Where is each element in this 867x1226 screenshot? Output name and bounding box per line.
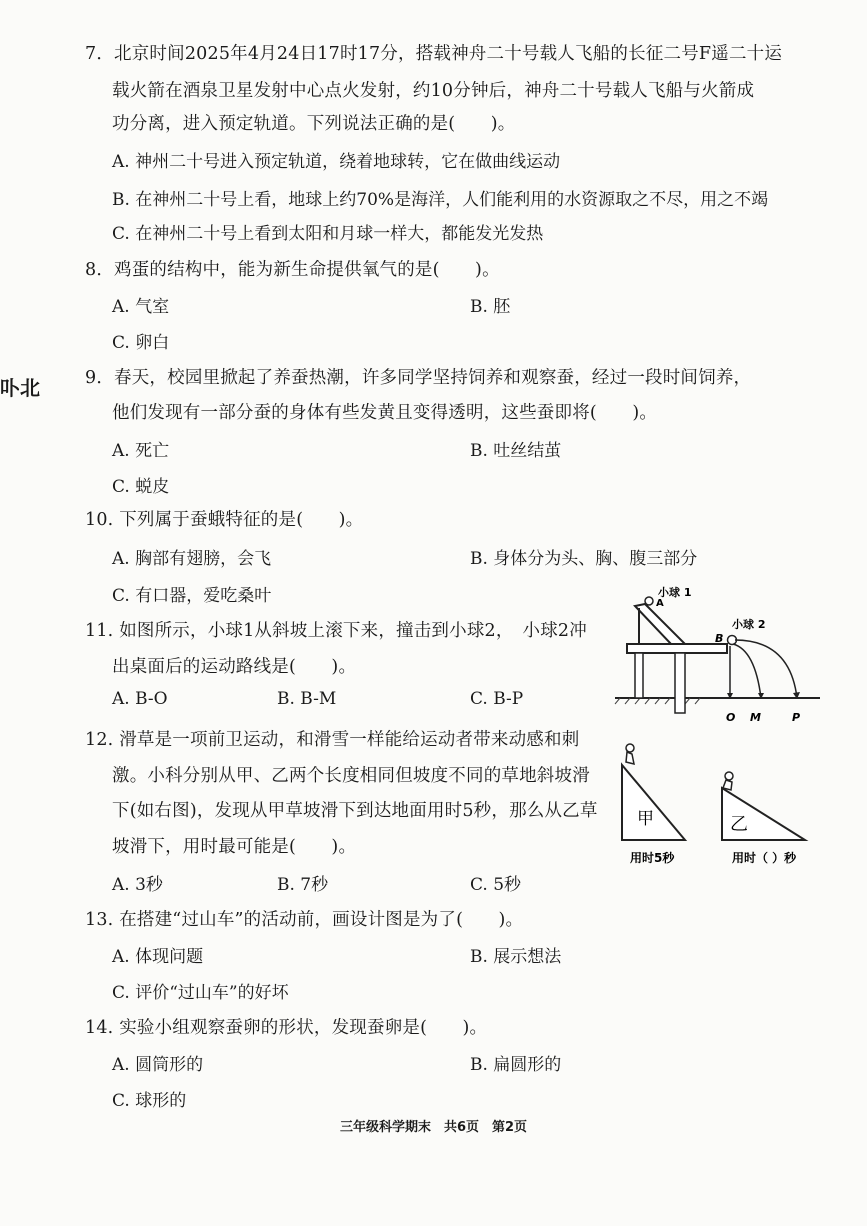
person-yi-icon: [723, 780, 732, 790]
path-b-p: [735, 640, 797, 698]
q12-line2: 激。小科分别从甲、乙两个长度相同但坡度不同的草地斜坡滑: [112, 766, 590, 786]
q7-line3: 功分离，进入预定轨道。下列说法正确的是( )。: [112, 114, 516, 134]
q11-line1: 11. 如图所示，小球1从斜坡上滚下来，撞击到小球2， 小球2冲: [85, 621, 587, 641]
ball-collision-figure: [615, 586, 825, 733]
q10-option-c: C. 有口器，爱吃桑叶: [112, 586, 272, 606]
q13-option-b: B. 展示想法: [470, 947, 562, 967]
q12-line4: 坡滑下，用时最可能是( )。: [112, 837, 357, 857]
path-b-m: [733, 644, 761, 698]
q13-option-c: C. 评价“过山车”的好坏: [112, 983, 289, 1003]
q9-option-c: C. 蜕皮: [112, 477, 170, 497]
q8-option-b: B. 胚: [470, 297, 511, 317]
q7-line2: 载火箭在酒泉卫星发射中心点火发射，约10分钟后，神舟二十号载人飞船与火箭成: [112, 81, 755, 101]
q8-option-a: A. 气室: [112, 297, 170, 317]
q9-line1: 9．春天，校园里掀起了养蚕热潮，许多同学坚持饲养和观察蚕，经过一段时间饲养，: [85, 368, 752, 388]
q10-option-a: A. 胸部有翅膀，会飞: [112, 549, 272, 569]
person-jia-icon: [626, 752, 634, 764]
q14-option-c: C. 球形的: [112, 1091, 187, 1111]
q11-option-c: C. B-P: [470, 689, 524, 709]
slope-yi-label: 乙: [730, 814, 748, 835]
q12-line3: 下(如右图)，发现从甲草坡滑下到达地面用时5秒，那么从乙草: [112, 801, 598, 821]
slopes-figure: [610, 738, 825, 868]
point-o-label: O: [726, 711, 736, 724]
q7-option-c: C. 在神州二十号上看到太阳和月球一样大，都能发光发热: [112, 224, 544, 244]
q14-option-a: A. 圆筒形的: [112, 1055, 204, 1075]
slope-yi-time: 用时（ ）秒: [732, 851, 797, 865]
q11-line2: 出桌面后的运动路线是( )。: [112, 657, 357, 677]
q12-option-b: B. 7秒: [277, 875, 329, 895]
q7-option-b: B. 在神州二十号上看，地球上约70%是海洋，人们能利用的水资源取之不尽，用之不竭: [112, 190, 769, 210]
point-m-label: M: [750, 711, 761, 724]
q11-option-a: A. B-O: [112, 689, 168, 709]
q11-option-b: B. B-M: [277, 689, 337, 709]
q12-line1: 12. 滑草是一项前卫运动，和滑雪一样能给运动者带来动感和刺: [85, 730, 580, 750]
slope-jia-time: 用时5秒: [630, 851, 675, 865]
ball2-label: 小球 2: [732, 618, 766, 631]
q8-line1: 8．鸡蛋的结构中，能为新生命提供氧气的是( )。: [85, 260, 500, 280]
ball1-label: 小球 1: [658, 586, 692, 599]
q9-option-b: B. 吐丝结茧: [470, 441, 562, 461]
table-leg-left: [635, 653, 643, 698]
table-leg-center: [675, 653, 685, 713]
q13-line1: 13. 在搭建“过山车”的活动前，画设计图是为了( )。: [85, 910, 524, 930]
q8-option-c: C. 卵白: [112, 333, 170, 353]
point-b-label: B: [715, 632, 724, 645]
q9-line2: 他们发现有一部分蚕的身体有些发黄且变得透明，这些蚕即将( )。: [112, 403, 658, 423]
ramp: [635, 604, 685, 644]
point-p-label: P: [792, 711, 801, 724]
q12-option-a: A. 3秒: [112, 875, 163, 895]
q7-line1: 7．北京时间2025年4月24日17时17分，搭载神舟二十号载人飞船的长征二号F遥二十运: [85, 44, 783, 64]
q13-option-a: A. 体现问题: [112, 947, 204, 967]
q14-option-b: B. 扁圆形的: [470, 1055, 562, 1075]
q10-line1: 10. 下列属于蚕蛾特征的是( )。: [85, 510, 364, 530]
q14-line1: 14. 实验小组观察蚕卵的形状，发现蚕卵是( )。: [85, 1018, 488, 1038]
point-a-label: A: [656, 598, 664, 609]
q12-option-c: C. 5秒: [470, 875, 522, 895]
slope-jia-label: 甲: [637, 809, 654, 829]
q9-option-a: A. 死亡: [112, 441, 170, 461]
page-footer: 三年级科学期末 共6页 第2页: [339, 1120, 528, 1135]
q7-option-a: A. 神州二十号进入预定轨道，绕着地球转，它在做曲线运动: [112, 152, 561, 172]
ball-1: [645, 597, 653, 605]
margin-text: 卟北: [0, 376, 40, 400]
q10-option-b: B. 身体分为头、胸、腹三部分: [470, 549, 698, 569]
table-top: [627, 644, 727, 653]
